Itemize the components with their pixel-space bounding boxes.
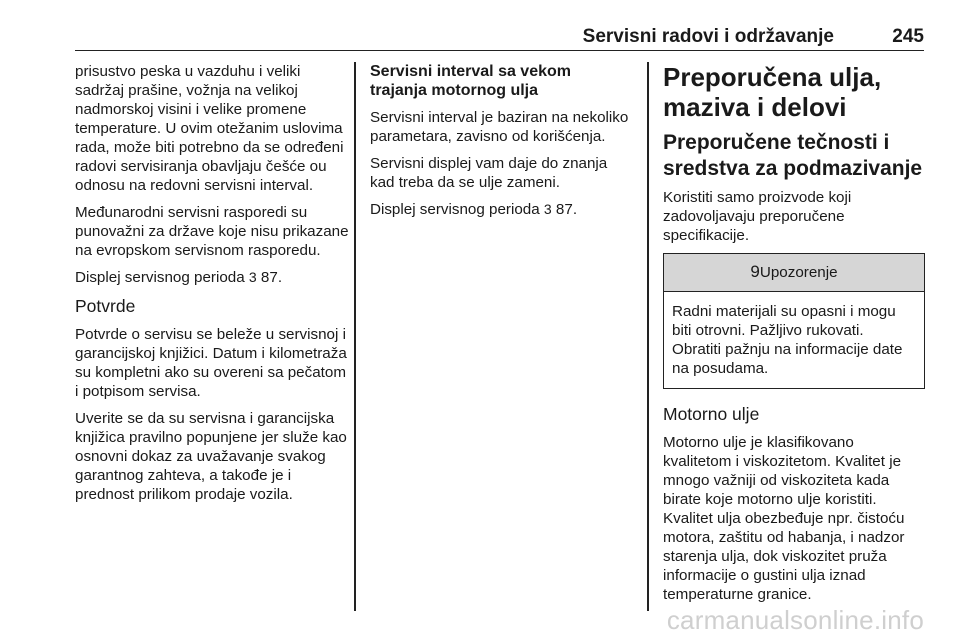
service-display-reference: Displej servisnog perioda 3 87. [75, 269, 283, 286]
warning-body [664, 292, 924, 388]
chapter-title: Servisni radovi i održavanje [582, 26, 834, 47]
paragraph-conditions: prisustvo peska u vazduhu i veliki sadržaj prašine, vožnja na velikoj nadmorskoj visini i velike promene temperature. U ovim otežanim uslovima rada, može biti potrebno da se određeni radovi servisiranja obavljaju češće ou odnosu na redovni servisni interval. [75, 63, 344, 194]
paragraph-service-book: Potvrde o servisu se beleže u servisnoj i garancijskoj knjižici. Datum i kilometraža su kompletni ako su overeni sa pečatom i potpisom servisa. [75, 326, 347, 400]
column-divider-right [647, 62, 649, 611]
chapter-heading-oils: Preporučena ulja, maziva i delovi [663, 62, 882, 122]
warning-text-1: Radni materijali su opasni i mogu biti otrovni. Pažljivo rukovati. [672, 303, 896, 339]
column-middle [370, 62, 632, 227]
page-ref-icon: 3 [248, 269, 257, 285]
paragraph-international: Međunarodni servisni rasporedi su punovažni za države koje nisu prikazane na evropskom servisnom rasporedu. [75, 204, 349, 259]
column-divider-left [354, 62, 356, 611]
page-header [75, 26, 924, 51]
paragraph-service-display: Servisni displej vam daje do znanja kad treba da se ulje zameni. [370, 155, 608, 191]
warning-title: Upozorenje [759, 264, 838, 281]
column-left [75, 62, 350, 512]
column-right [663, 62, 925, 612]
paragraph-engine-oil: Motorno ulje je klasifikovano kvalitetom i viskozitetom. Kvalitet je mnogo važniji od viskoziteta kada birate koje motorno ulje koristiti. Kvalitet ulja obezbeđuje npr. čistoću motora, zaštitu od habanja, i nadzor starenja ulja, dok viskozitet pruža informacije o gustini ulja iznad temperaturne granice. [663, 434, 905, 603]
warning-triangle-icon: 9 [750, 262, 760, 281]
section-heading-service-interval: Servisni interval sa vekom trajanja motornog ulja [370, 63, 571, 99]
warning-header [664, 254, 924, 292]
paragraph-specifications: Koristiti samo proizvode koji zadovoljavaju preporučene specifikacije. [663, 189, 852, 244]
section-heading-engine-oil: Motorno ulje [663, 404, 760, 424]
section-heading-confirmations: Potvrde [75, 296, 136, 316]
watermark: carmanualsonline.info [666, 605, 924, 635]
warning-text-2: Obratiti pažnju na informacije date na posudama. [672, 341, 903, 377]
service-display-reference-2: Displej servisnog perioda 3 87. [370, 201, 578, 218]
paragraph-interval-basis: Servisni interval je baziran na nekoliko parametara, zavisno od korišćenja. [370, 109, 629, 145]
warning-box [663, 253, 925, 389]
page-ref-icon: 3 [543, 201, 552, 217]
section-heading-fluids: Preporučene tečnosti i sredstva za podmazivanje [663, 131, 923, 180]
paragraph-warranty: Uverite se da su servisna i garancijska knjižica pravilno popunjene jer služe kao osnovni dokaz za uvažavanje svakog garantnog zahteva, a takođe je i prednost prilikom prodaje vozila. [75, 410, 347, 503]
page-number: 245 [892, 26, 924, 47]
